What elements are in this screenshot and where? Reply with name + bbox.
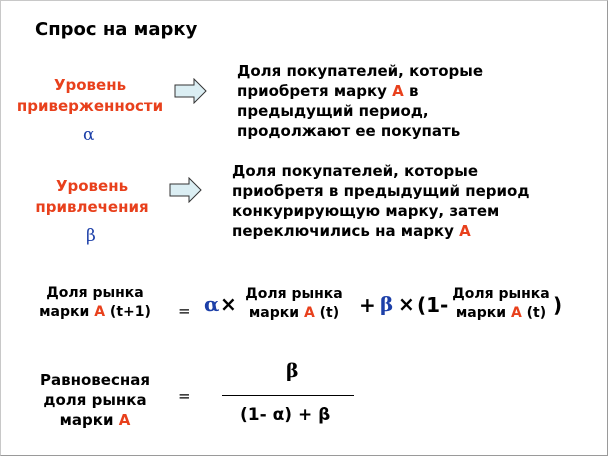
f1-term1-line2 (243, 304, 345, 323)
arrow-right-icon (169, 177, 203, 203)
f1-term1-suffix: (t) (314, 305, 340, 321)
f1-times-sign: × (220, 292, 237, 316)
brand-a-label: А (392, 82, 404, 100)
f2-lhs-line1: Равновесная (40, 371, 150, 389)
f1-term2-line1: Доля рынка (452, 286, 550, 302)
f1-term2-prefix: марки (455, 305, 511, 321)
attraction-desc-line4-text: переключились на марку (232, 222, 460, 240)
attraction-desc-line2: приобретя в предыдущий период (232, 182, 530, 200)
f1-beta: β (380, 292, 394, 316)
f1-term1-line1: Доля рынка (245, 286, 343, 302)
attraction-desc-line4 (232, 221, 529, 241)
loyalty-label-line1: Уровень (53, 76, 127, 94)
arrow-right-icon (174, 78, 208, 104)
fraction-bar (222, 395, 354, 396)
market-share-current-label-2 (450, 285, 552, 323)
f2-numerator: β (286, 360, 299, 382)
market-share-current-label (243, 285, 345, 323)
attraction-label-line2: привлечения (35, 198, 149, 216)
f1-alpha: α (204, 292, 220, 316)
loyalty-desc-line2-tail: в (403, 82, 419, 100)
loyalty-label (10, 75, 170, 117)
f1-term1-prefix: марки (248, 305, 304, 321)
f2-lhs-line2: доля рынка (43, 391, 147, 409)
f2-lhs-line3 (30, 410, 160, 430)
f2-equals-sign: = (178, 387, 191, 405)
attraction-label (12, 176, 172, 218)
slide-title: Спрос на марку (35, 19, 198, 40)
loyalty-description (237, 61, 483, 141)
loyalty-desc-line2 (237, 81, 483, 101)
loyalty-desc-line4: продолжают ее покупать (237, 122, 461, 140)
loyalty-desc-line1: Доля покупателей, которые (237, 62, 484, 80)
brand-a-label: А (118, 411, 131, 429)
f1-equals-sign: = (178, 302, 191, 320)
f1-times-sign-2: × (398, 292, 415, 316)
f1-lhs-line1: Доля рынка (46, 285, 144, 301)
loyalty-desc-line3: предыдущий период, (237, 102, 429, 120)
f2-denominator: (1- α) + β (240, 405, 331, 425)
attraction-desc-line1: Доля покупателей, которые (232, 162, 479, 180)
brand-a-label: А (459, 222, 471, 240)
attraction-desc-line3: конкурирующую марку, затем (232, 202, 500, 220)
alpha-symbol: α (83, 125, 95, 145)
f1-lhs-line2 (30, 303, 160, 322)
beta-symbol: β (86, 226, 96, 246)
f1-close-paren: ) (553, 293, 563, 317)
loyalty-label-line2: приверженности (16, 97, 164, 115)
f1-lhs-prefix: марки (39, 304, 95, 320)
loyalty-desc-line2-text: приобретя марку (237, 82, 393, 100)
equilibrium-share-label (30, 370, 160, 430)
f1-open-paren: (1- (417, 293, 449, 317)
brand-a-label: А (94, 304, 106, 320)
f1-term2-line2 (450, 304, 552, 323)
f2-lhs-prefix: марки (59, 411, 119, 429)
f1-lhs-suffix: (t+1) (105, 304, 151, 320)
f1-plus-sign: + (359, 293, 376, 317)
brand-a-label: А (510, 305, 522, 321)
f1-term2-suffix: (t) (521, 305, 547, 321)
attraction-label-line1: Уровень (55, 177, 129, 195)
attraction-description (232, 161, 529, 241)
market-share-next-label (30, 284, 160, 322)
brand-a-label: А (303, 305, 315, 321)
